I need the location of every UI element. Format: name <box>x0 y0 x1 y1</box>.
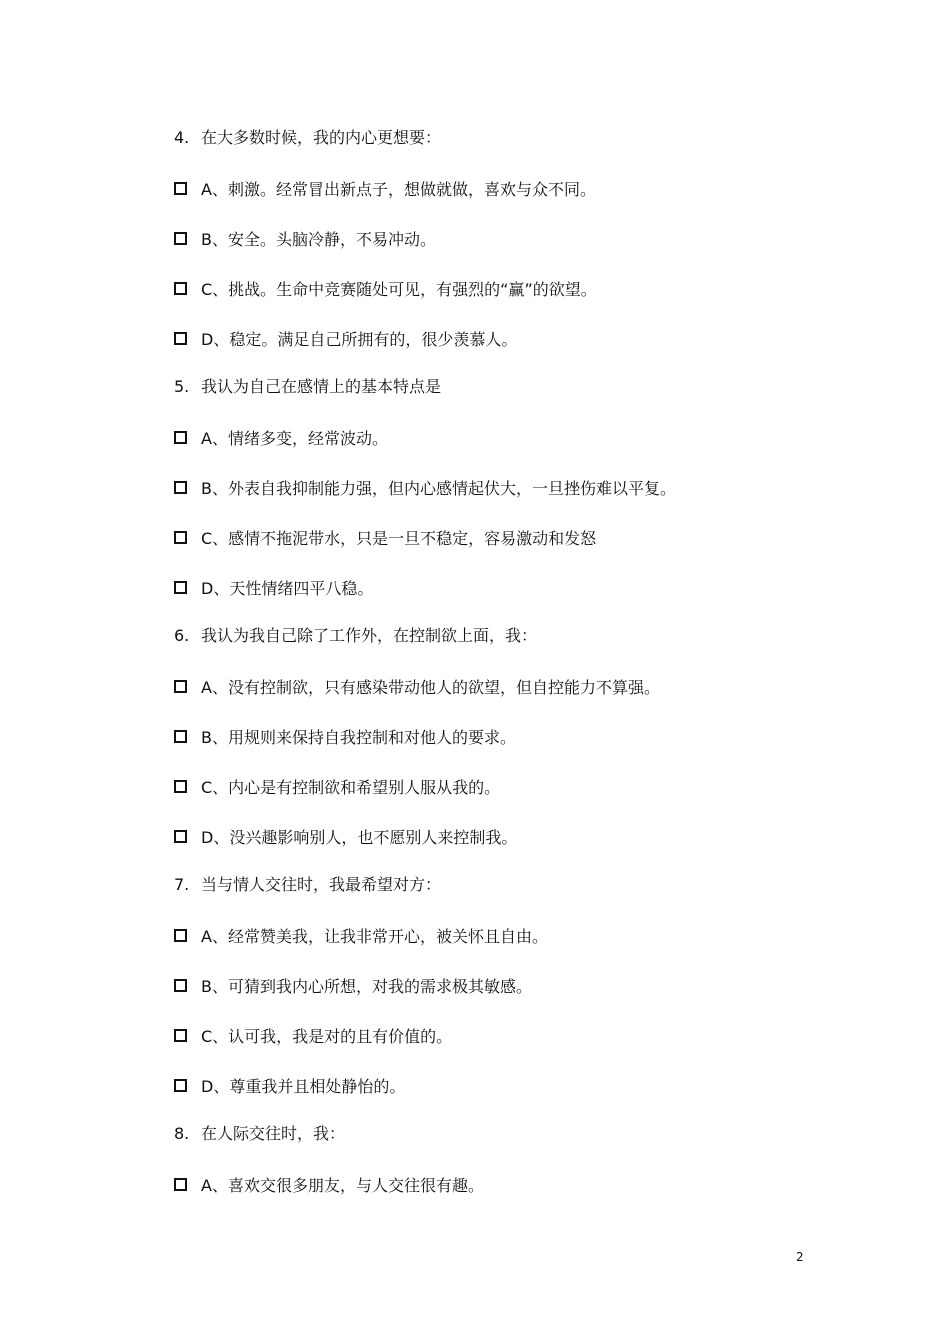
option-4d[interactable] <box>174 329 517 351</box>
option-7d[interactable] <box>174 1076 405 1098</box>
option-7b[interactable] <box>174 976 532 998</box>
option-4c[interactable] <box>174 279 597 301</box>
checkbox-icon[interactable] <box>174 581 187 594</box>
option-7c[interactable] <box>174 1026 452 1048</box>
checkbox-icon[interactable] <box>174 282 187 295</box>
question-text: 当与情人交往时，我最希望对方： <box>201 875 442 894</box>
option-text: C、挑战。生命中竞赛随处可见，有强烈的“赢”的欲望。 <box>201 280 597 299</box>
checkbox-icon[interactable] <box>174 531 187 544</box>
option-text: A、情绪多变，经常波动。 <box>201 429 388 448</box>
page-number: 2 <box>796 1250 804 1264</box>
option-text: A、喜欢交很多朋友，与人交往很有趣。 <box>201 1176 484 1195</box>
question-5 <box>174 376 441 398</box>
question-number: 7. <box>174 875 190 894</box>
checkbox-icon[interactable] <box>174 979 187 992</box>
question-6 <box>174 625 537 647</box>
option-text: D、天性情绪四平八稳。 <box>201 579 374 598</box>
option-7a[interactable] <box>174 926 548 948</box>
question-7 <box>174 874 441 896</box>
question-number: 8. <box>174 1124 190 1143</box>
option-5d[interactable] <box>174 578 373 600</box>
checkbox-icon[interactable] <box>174 680 187 693</box>
option-text: B、可猜到我内心所想，对我的需求极其敏感。 <box>201 977 532 996</box>
option-text: C、感情不拖泥带水，只是一旦不稳定，容易激动和发怒 <box>201 529 597 548</box>
option-8a[interactable] <box>174 1175 484 1197</box>
option-text: A、刺激。经常冒出新点子，想做就做，喜欢与众不同。 <box>201 180 596 199</box>
checkbox-icon[interactable] <box>174 1079 187 1092</box>
option-4a[interactable] <box>174 179 596 201</box>
checkbox-icon[interactable] <box>174 481 187 494</box>
option-5b[interactable] <box>174 478 676 500</box>
checkbox-icon[interactable] <box>174 1178 187 1191</box>
option-text: C、内心是有控制欲和希望别人服从我的。 <box>201 778 501 797</box>
option-text: D、尊重我并且相处静怡的。 <box>201 1077 406 1096</box>
option-text: C、认可我，我是对的且有价值的。 <box>201 1027 453 1046</box>
question-number: 4. <box>174 128 190 147</box>
checkbox-icon[interactable] <box>174 780 187 793</box>
option-text: B、安全。头脑冷静，不易冲动。 <box>201 230 436 249</box>
option-6c[interactable] <box>174 777 500 799</box>
question-text: 在大多数时候，我的内心更想要： <box>201 128 442 147</box>
option-text: B、外表自我抑制能力强，但内心感情起伏大，一旦挫伤难以平复。 <box>201 479 676 498</box>
option-5a[interactable] <box>174 428 388 450</box>
checkbox-icon[interactable] <box>174 929 187 942</box>
checkbox-icon[interactable] <box>174 431 187 444</box>
question-number: 5. <box>174 377 190 396</box>
option-text: D、没兴趣影响别人，也不愿别人来控制我。 <box>201 828 518 847</box>
question-text: 在人际交往时，我： <box>201 1124 346 1143</box>
option-4b[interactable] <box>174 229 436 251</box>
option-6a[interactable] <box>174 677 660 699</box>
question-number: 6. <box>174 626 190 645</box>
option-5c[interactable] <box>174 528 596 550</box>
option-6d[interactable] <box>174 827 517 849</box>
option-text: A、经常赞美我，让我非常开心，被关怀且自由。 <box>201 927 548 946</box>
checkbox-icon[interactable] <box>174 730 187 743</box>
question-4 <box>174 127 441 149</box>
checkbox-icon[interactable] <box>174 182 187 195</box>
option-6b[interactable] <box>174 727 516 749</box>
option-text: D、稳定。满足自己所拥有的，很少羡慕人。 <box>201 330 518 349</box>
option-text: A、没有控制欲，只有感染带动他人的欲望，但自控能力不算强。 <box>201 678 660 697</box>
question-text: 我认为自己在感情上的基本特点是 <box>201 377 442 396</box>
checkbox-icon[interactable] <box>174 232 187 245</box>
checkbox-icon[interactable] <box>174 1029 187 1042</box>
checkbox-icon[interactable] <box>174 830 187 843</box>
checkbox-icon[interactable] <box>174 332 187 345</box>
question-8 <box>174 1123 345 1145</box>
question-text: 我认为我自己除了工作外，在控制欲上面，我： <box>201 626 538 645</box>
option-text: B、用规则来保持自我控制和对他人的要求。 <box>201 728 516 747</box>
